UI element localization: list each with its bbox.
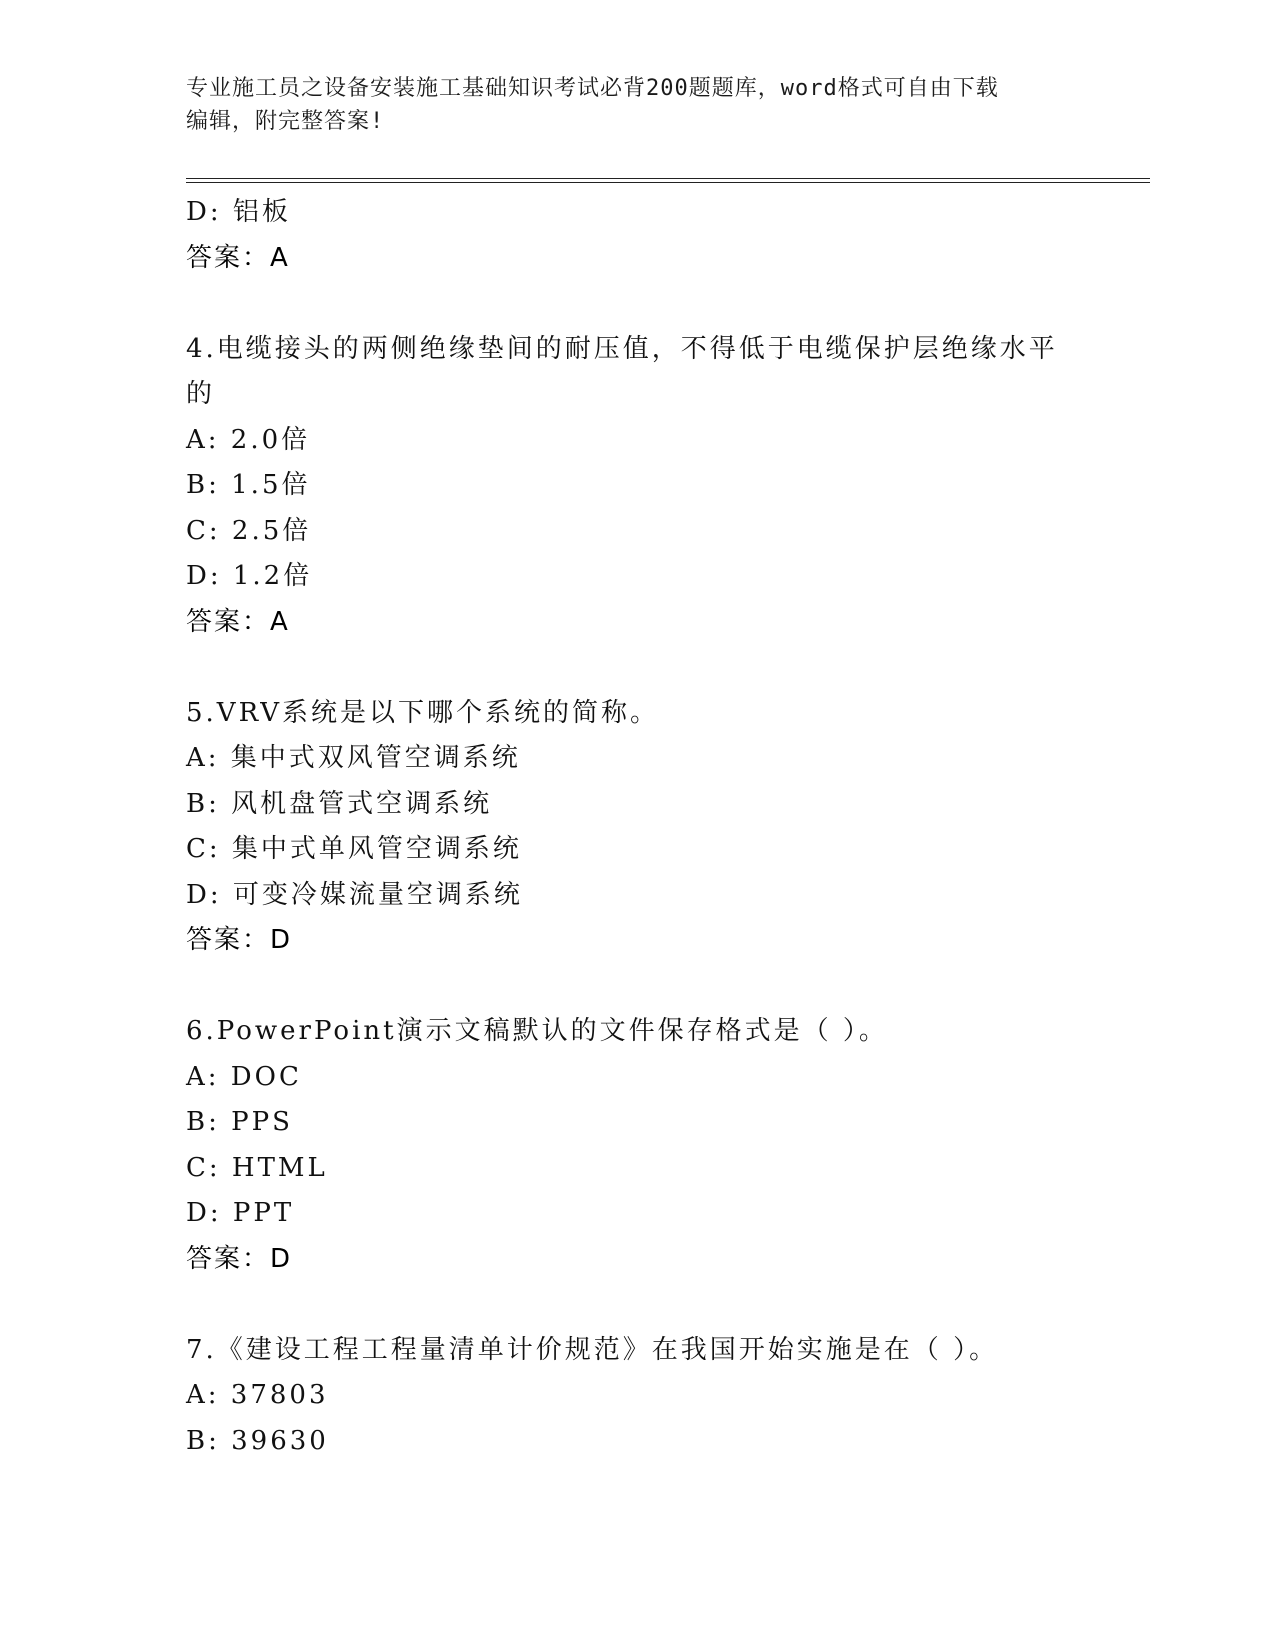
option-b: B: 风机盘管式空调系统 [186, 788, 493, 819]
document-header [186, 72, 1066, 138]
option-c: C: 2.5倍 [186, 515, 312, 546]
question-stem: 7.《建设工程工程量清单计价规范》在我国开始实施是在（ ）。 [186, 1334, 999, 1365]
option-d: D: 铝板 [186, 197, 291, 227]
option-c: C: 集中式单风管空调系统 [186, 834, 522, 864]
header-line-2: 编辑，附完整答案! [186, 109, 385, 134]
question-list [186, 190, 1086, 1464]
header-line-1: 专业施工员之设备安装施工基础知识考试必背200题题库，word格式可自由下载 [186, 76, 999, 101]
question-stem: 5.VRV系统是以下哪个系统的简称。 [186, 697, 660, 728]
option-c: C: HTML [186, 1152, 328, 1183]
answer-line: 答案：D [186, 1243, 293, 1274]
option-a: A: 2.0倍 [186, 424, 311, 455]
option-d: D: 1.2倍 [186, 561, 313, 591]
option-b: B: PPS [186, 1107, 293, 1137]
spacer [186, 645, 1086, 691]
option-a: A: DOC [186, 1061, 302, 1092]
answer-line: 答案：A [186, 606, 290, 637]
question-stem: 6.PowerPoint演示文稿默认的文件保存格式是（ ）。 [186, 1016, 888, 1046]
spacer [186, 964, 1086, 1010]
question-stem-continued: 的 [186, 379, 216, 409]
option-d: D: PPT [186, 1198, 295, 1228]
header-rule-bottom [186, 182, 1150, 183]
spacer [186, 1282, 1086, 1328]
option-b: B: 39630 [186, 1425, 329, 1456]
option-a: A: 集中式双风管空调系统 [186, 743, 521, 773]
option-b: B: 1.5倍 [186, 470, 311, 500]
answer-line: 答案：A [186, 242, 290, 273]
answer-line: 答案：D [186, 925, 293, 955]
option-d: D: 可变冷媒流量空调系统 [186, 879, 523, 910]
spacer [186, 281, 1086, 327]
option-a: A: 37803 [186, 1380, 329, 1410]
question-stem: 4.电缆接头的两侧绝缘垫间的耐压值，不得低于电缆保护层绝缘水平 [186, 333, 1058, 364]
header-rule-top [186, 178, 1150, 179]
